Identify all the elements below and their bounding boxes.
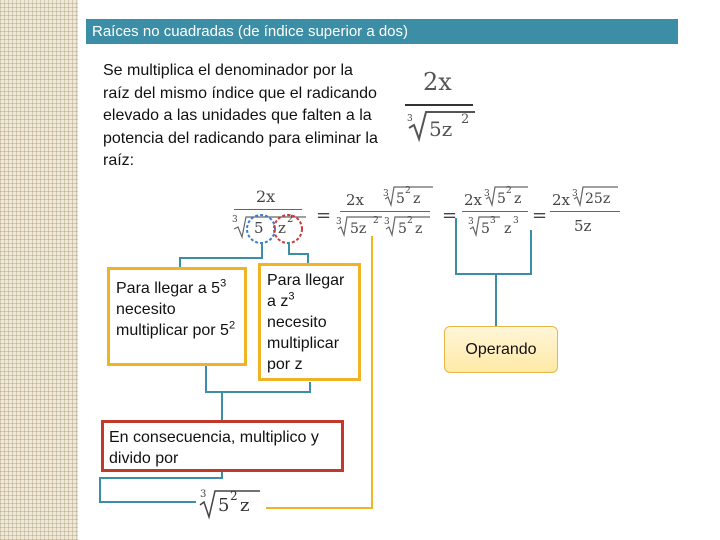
lhs-base-z-exp: 2 bbox=[287, 214, 294, 225]
step1-den-index-b: 3 bbox=[384, 217, 390, 227]
step2-num-index: 3 bbox=[484, 189, 490, 199]
step2-den-tail: z bbox=[504, 221, 512, 237]
step1-den-index-a: 3 bbox=[336, 217, 342, 227]
step1-den-radicand-b-exp: 2 bbox=[407, 216, 413, 226]
box-power-of-z bbox=[258, 263, 361, 381]
bottom-root-tail: z bbox=[240, 495, 250, 516]
step1-den-radicand-a: 5z bbox=[350, 221, 367, 237]
equals-1: = bbox=[316, 205, 332, 226]
lhs-numerator: 2x bbox=[256, 187, 276, 206]
intro-text: Se multiplica el denominador por la raíz del mismo índice que el radicando elevado a las unidades que falten a la potencia del radicando para eliminar la raíz: bbox=[103, 62, 378, 169]
equals-2: = bbox=[442, 205, 458, 226]
step1-num-radicand-exp: 2 bbox=[405, 186, 411, 196]
step1-num-radicand-tail: z bbox=[413, 191, 421, 207]
bottom-root-radicand-exp: 2 bbox=[230, 489, 238, 503]
lhs-base-five: 5 bbox=[254, 219, 264, 237]
step2-num-radicand-exp: 2 bbox=[506, 186, 512, 196]
step2-num-radicand-tail: z bbox=[514, 191, 522, 207]
step3-num-radicand: 25z bbox=[585, 191, 611, 207]
box-z-exp: 3 bbox=[288, 290, 295, 303]
step1-num-index: 3 bbox=[383, 189, 389, 199]
lhs-base-z: z bbox=[278, 219, 286, 237]
slide-title: Raíces no cuadradas (de índice superior a dos) bbox=[86, 19, 678, 44]
top-fraction-numerator: 2x bbox=[423, 68, 452, 96]
step2-den-index: 3 bbox=[468, 217, 474, 227]
operando-label: Operando bbox=[444, 326, 558, 373]
bottom-root bbox=[198, 487, 262, 523]
box-five-base-exp: 2 bbox=[228, 319, 236, 332]
step1-den-radicand-b-tail: z bbox=[415, 221, 423, 237]
step2-num-coef: 2x bbox=[464, 191, 483, 209]
step3-num-coef: 2x bbox=[552, 191, 571, 209]
top-fraction-radicand-exp: 2 bbox=[461, 112, 470, 127]
box-result: En consecuencia, multiplico y divido por bbox=[101, 420, 344, 472]
step2-num-radicand: 5 bbox=[497, 191, 506, 207]
box-z-line2: necesito multiplicar por z bbox=[267, 314, 340, 373]
bottom-root-radicand: 5 bbox=[218, 495, 230, 516]
step1-den-radicand-b: 5 bbox=[398, 221, 407, 237]
box-five-line2: necesito multiplicar por bbox=[116, 301, 216, 339]
box-power-of-five bbox=[107, 267, 247, 366]
box-five-exp: 3 bbox=[220, 277, 227, 290]
box-five-base: 5 bbox=[220, 322, 229, 339]
top-fraction-index: 3 bbox=[407, 114, 413, 124]
top-fraction-radicand: 5z bbox=[429, 117, 453, 141]
bottom-root-index: 3 bbox=[200, 489, 207, 500]
box-z-line1: Para llegar a z bbox=[267, 272, 345, 310]
step1-den-radicand-a-exp: 2 bbox=[373, 216, 379, 226]
step1-num-coef: 2x bbox=[346, 191, 365, 209]
step2-den-tail-exp: 3 bbox=[513, 216, 519, 226]
equals-3: = bbox=[532, 205, 548, 226]
step3-denominator: 5z bbox=[574, 217, 592, 235]
step2-den-radicand: 5 bbox=[481, 221, 490, 237]
box-five-line1: Para llegar a 5 bbox=[116, 280, 221, 297]
lhs-index: 3 bbox=[232, 215, 238, 225]
step3-num-index: 3 bbox=[572, 189, 578, 199]
step1-num-radicand: 5 bbox=[396, 191, 405, 207]
step2-den-radicand-exp: 3 bbox=[490, 216, 496, 226]
